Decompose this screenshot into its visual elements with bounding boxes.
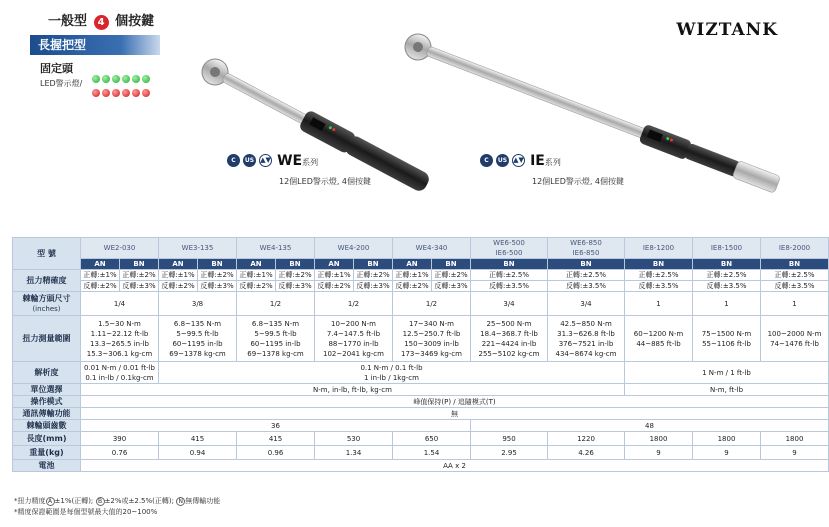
ie-model-name: IE bbox=[530, 153, 545, 169]
range-line: 150~3009 in-lb bbox=[404, 339, 459, 348]
we-model-name: WE bbox=[277, 153, 303, 169]
square-cell: 3/4 bbox=[548, 292, 625, 316]
accuracy-cell: 正轉:±2% bbox=[276, 270, 315, 281]
model-cell: IE8-1500 bbox=[693, 238, 761, 259]
row-header-length: 長度(mm) bbox=[13, 432, 81, 446]
teeth-row bbox=[13, 420, 829, 432]
range-cell bbox=[471, 316, 548, 362]
accuracy-cell: 反轉:±2% bbox=[315, 281, 354, 292]
ul-mark-icon: US bbox=[496, 154, 509, 167]
accuracy-cell: 反轉:±2% bbox=[237, 281, 276, 292]
range-line: 55~1106 ft-lb bbox=[702, 339, 751, 348]
variant-an: AN bbox=[315, 259, 354, 270]
length-cell: 390 bbox=[81, 432, 159, 446]
footnote-range: *精度保證範圍是每個型號最大值的20~100% bbox=[14, 508, 158, 516]
accuracy-cell: 正轉:±1% bbox=[81, 270, 120, 281]
row-header-square bbox=[13, 292, 81, 316]
footnote-accuracy bbox=[14, 496, 220, 507]
accuracy-cell: 正轉:±1% bbox=[237, 270, 276, 281]
range-cell bbox=[761, 316, 829, 362]
we-description: 12個LED警示燈, 4個按鍵 bbox=[279, 177, 372, 186]
resolution-row bbox=[13, 362, 829, 384]
model-cell bbox=[548, 238, 625, 259]
grip-type-label: 長握把型 bbox=[38, 38, 87, 52]
title-prefix: 一般型 bbox=[48, 14, 88, 29]
square-unit: (inches) bbox=[32, 304, 61, 313]
length-cell: 1800 bbox=[761, 432, 829, 446]
range-line: 17~340 N-m bbox=[409, 319, 454, 328]
length-cell: 415 bbox=[159, 432, 237, 446]
mode-row bbox=[13, 396, 829, 408]
variant-bn: BN bbox=[276, 259, 315, 270]
row-header-accuracy: 扭力精確度 bbox=[13, 270, 81, 292]
length-cell: 415 bbox=[237, 432, 315, 446]
range-line: 15.3~306.1 kg-cm bbox=[86, 349, 153, 358]
square-cell: 1 bbox=[693, 292, 761, 316]
accuracy-cell: 反轉:±3.5% bbox=[761, 281, 829, 292]
range-cell bbox=[159, 316, 237, 362]
accuracy-cell: 正轉:±2% bbox=[198, 270, 237, 281]
title-suffix: 個按鍵 bbox=[115, 14, 155, 29]
range-cell bbox=[237, 316, 315, 362]
variant-row bbox=[13, 259, 829, 270]
note-text: *扭力精度 bbox=[14, 497, 46, 505]
variant-bn: BN bbox=[432, 259, 471, 270]
range-line: 100~2000 N-m bbox=[767, 329, 822, 338]
brand-logo: WIZTANK bbox=[676, 20, 778, 40]
range-cell bbox=[81, 316, 159, 362]
comm-row bbox=[13, 408, 829, 420]
weight-cell: 4.26 bbox=[548, 446, 625, 460]
accuracy-cell: 正轉:±2.5% bbox=[693, 270, 761, 281]
resolution-line: 0.1 N-m / 0.1 ft-lb bbox=[360, 363, 423, 372]
accuracy-cell: 反轉:±2% bbox=[81, 281, 120, 292]
comm-cell: 無 bbox=[81, 408, 829, 420]
length-cell: 1220 bbox=[548, 432, 625, 446]
row-header-resolution: 解析度 bbox=[13, 362, 81, 384]
length-row bbox=[13, 432, 829, 446]
ce-mark-icon: C bbox=[480, 154, 493, 167]
note-text: 無傳輸功能 bbox=[185, 497, 221, 505]
ul-mark-icon: US bbox=[243, 154, 256, 167]
model-cell bbox=[471, 238, 548, 259]
square-cell: 1/2 bbox=[393, 292, 471, 316]
range-line: 60~1195 in-lb bbox=[250, 339, 301, 348]
range-line: 18.4~368.7 ft-lb bbox=[480, 329, 538, 338]
model-cell: WE3-135 bbox=[159, 238, 237, 259]
square-cell: 1 bbox=[761, 292, 829, 316]
row-header-mode: 操作模式 bbox=[13, 396, 81, 408]
range-line: 25~500 N-m bbox=[486, 319, 532, 328]
model-cell: IE8-1200 bbox=[625, 238, 693, 259]
square-cell: 3/8 bbox=[159, 292, 237, 316]
range-line: 173~3469 kg-cm bbox=[401, 349, 462, 358]
range-line: 60~1200 N-m bbox=[633, 329, 684, 338]
range-cell bbox=[315, 316, 393, 362]
model-cell: WE4-200 bbox=[315, 238, 393, 259]
accuracy-cell: 正轉:±1% bbox=[393, 270, 432, 281]
range-line: 6.8~135 N-m bbox=[251, 319, 300, 328]
resolution-line: 0.01 N-m / 0.01 ft-lb bbox=[83, 363, 155, 372]
row-header-range: 扭力測量範圍 bbox=[13, 316, 81, 362]
accuracy-cell: 正轉:±2% bbox=[354, 270, 393, 281]
variant-bn: BN bbox=[120, 259, 159, 270]
grade-a-mark: A bbox=[46, 497, 55, 506]
variant-bn: BN bbox=[625, 259, 693, 270]
range-line: 60~1195 in-lb bbox=[172, 339, 223, 348]
model-line: WE6-500 bbox=[493, 239, 525, 247]
weight-cell: 0.94 bbox=[159, 446, 237, 460]
resolution-line: 1 in-lb / 1kg-cm bbox=[364, 373, 419, 382]
square-label: 棘輪方頭尺寸 bbox=[22, 293, 71, 303]
up-down-buttons-icon: ▲▼ bbox=[512, 154, 525, 167]
range-line: 12.5~250.7 ft-lb bbox=[402, 329, 461, 338]
variant-an: AN bbox=[237, 259, 276, 270]
model-cell: WE2-030 bbox=[81, 238, 159, 259]
grade-n-mark: N bbox=[176, 497, 185, 506]
length-cell: 530 bbox=[315, 432, 393, 446]
accuracy-row-1 bbox=[13, 270, 829, 281]
battery-row bbox=[13, 460, 829, 472]
range-line: 255~5102 kg-cm bbox=[478, 349, 540, 358]
range-line: 69~1378 kg-cm bbox=[169, 349, 226, 358]
range-line: 10~200 N-m bbox=[331, 319, 376, 328]
square-cell: 1/2 bbox=[315, 292, 393, 316]
accuracy-cell: 正轉:±2.5% bbox=[625, 270, 693, 281]
accuracy-cell: 反轉:±2% bbox=[159, 281, 198, 292]
range-line: 69~1378 kg-cm bbox=[247, 349, 304, 358]
we-series-suffix: 系列 bbox=[302, 158, 319, 167]
range-line: 13.3~265.5 in-lb bbox=[89, 339, 149, 348]
accuracy-cell: 正轉:±2.5% bbox=[548, 270, 625, 281]
variant-bn: BN bbox=[761, 259, 829, 270]
model-line: WE6-850 bbox=[570, 239, 602, 247]
range-line: 75~1500 N-m bbox=[701, 329, 752, 338]
ie-description: 12個LED警示燈, 4個按鍵 bbox=[532, 177, 625, 186]
units-cell: N-m, in-lb, ft-lb, kg-cm bbox=[81, 384, 625, 396]
accuracy-cell: 反轉:±3% bbox=[354, 281, 393, 292]
range-cell bbox=[393, 316, 471, 362]
range-line: 5~99.5 ft-lb bbox=[254, 329, 297, 338]
variant-bn: BN bbox=[354, 259, 393, 270]
accuracy-cell: 反轉:±3.5% bbox=[625, 281, 693, 292]
row-header-units: 單位選擇 bbox=[13, 384, 81, 396]
row-header-weight: 重量(kg) bbox=[13, 446, 81, 460]
teeth-cell: 36 bbox=[81, 420, 471, 432]
weight-cell: 9 bbox=[625, 446, 693, 460]
length-cell: 650 bbox=[393, 432, 471, 446]
ie-series-suffix: 系列 bbox=[544, 158, 561, 167]
range-line: 102~2041 kg-cm bbox=[323, 349, 384, 358]
weight-cell: 9 bbox=[693, 446, 761, 460]
footnotes bbox=[14, 496, 220, 518]
range-line: 376~7521 in-lb bbox=[558, 339, 614, 348]
weight-cell: 0.96 bbox=[237, 446, 315, 460]
accuracy-cell: 反轉:±2% bbox=[393, 281, 432, 292]
mode-cell: 峰值保持(P) / 追隨模式(T) bbox=[81, 396, 829, 408]
range-line: 434~8674 kg-cm bbox=[555, 349, 617, 358]
accuracy-cell: 反轉:±3.5% bbox=[693, 281, 761, 292]
range-row bbox=[13, 316, 829, 362]
model-line: IE6-500 bbox=[495, 249, 523, 257]
led-label: LED警示燈/ bbox=[40, 79, 83, 88]
accuracy-cell: 正轉:±2.5% bbox=[761, 270, 829, 281]
variant-an: AN bbox=[159, 259, 198, 270]
resolution-cell bbox=[159, 362, 625, 384]
weight-cell: 1.54 bbox=[393, 446, 471, 460]
accuracy-cell: 反轉:±3% bbox=[198, 281, 237, 292]
weight-cell: 9 bbox=[761, 446, 829, 460]
range-line: 5~99.5 ft-lb bbox=[176, 329, 219, 338]
range-line: 1.5~30 N-m bbox=[98, 319, 141, 328]
square-cell: 1/2 bbox=[237, 292, 315, 316]
specification-table bbox=[12, 237, 829, 472]
range-line: 6.8~135 N-m bbox=[173, 319, 222, 328]
model-cell: IE8-2000 bbox=[761, 238, 829, 259]
teeth-cell: 48 bbox=[471, 420, 829, 432]
accuracy-cell: 反轉:±3% bbox=[276, 281, 315, 292]
resolution-cell bbox=[81, 362, 159, 384]
variant-bn: BN bbox=[198, 259, 237, 270]
range-line: 1.11~22.12 ft-lb bbox=[90, 329, 149, 338]
battery-cell: AA x 2 bbox=[81, 460, 829, 472]
button-count-badge: 4 bbox=[94, 15, 109, 30]
note-text: ±1%(正轉); bbox=[54, 497, 94, 505]
we-series-caption bbox=[227, 150, 371, 188]
row-header-comm: 通訊傳輸功能 bbox=[13, 408, 81, 420]
variant-bn: BN bbox=[471, 259, 548, 270]
weight-cell: 0.76 bbox=[81, 446, 159, 460]
accuracy-cell: 反轉:±3.5% bbox=[471, 281, 548, 292]
row-header-battery: 電池 bbox=[13, 460, 81, 472]
length-cell: 950 bbox=[471, 432, 548, 446]
units-cell: N-m, ft-lb bbox=[625, 384, 829, 396]
model-cell: WE4-135 bbox=[237, 238, 315, 259]
variant-an: AN bbox=[393, 259, 432, 270]
resolution-cell: 1 N-m / 1 ft-lb bbox=[625, 362, 829, 384]
ce-mark-icon: C bbox=[227, 154, 240, 167]
length-cell: 1800 bbox=[625, 432, 693, 446]
product-images bbox=[0, 0, 800, 230]
square-cell: 3/4 bbox=[471, 292, 548, 316]
grade-b-mark: B bbox=[96, 497, 105, 506]
variant-bn: BN bbox=[693, 259, 761, 270]
up-down-buttons-icon: ▲▼ bbox=[259, 154, 272, 167]
range-cell bbox=[625, 316, 693, 362]
note-text: ±2%或±2.5%(正轉); bbox=[104, 497, 174, 505]
model-row bbox=[13, 238, 829, 259]
range-cell bbox=[548, 316, 625, 362]
row-header-model: 型 號 bbox=[13, 238, 81, 270]
square-cell: 1/4 bbox=[81, 292, 159, 316]
weight-cell: 1.34 bbox=[315, 446, 393, 460]
range-line: 44~885 ft-lb bbox=[636, 339, 681, 348]
variant-an: AN bbox=[81, 259, 120, 270]
accuracy-row-2 bbox=[13, 281, 829, 292]
accuracy-cell: 正轉:±1% bbox=[159, 270, 198, 281]
range-line: 74~1476 ft-lb bbox=[770, 339, 819, 348]
accuracy-cell: 正轉:±2.5% bbox=[471, 270, 548, 281]
range-cell bbox=[693, 316, 761, 362]
weight-cell: 2.95 bbox=[471, 446, 548, 460]
accuracy-cell: 反轉:±3% bbox=[120, 281, 159, 292]
weight-row bbox=[13, 446, 829, 460]
square-drive-row bbox=[13, 292, 829, 316]
length-cell: 1800 bbox=[693, 432, 761, 446]
range-line: 31.3~626.8 ft-lb bbox=[557, 329, 615, 338]
accuracy-cell: 正轉:±1% bbox=[315, 270, 354, 281]
ie-series-caption bbox=[480, 150, 624, 188]
accuracy-cell: 正轉:±2% bbox=[120, 270, 159, 281]
accuracy-cell: 正轉:±2% bbox=[432, 270, 471, 281]
accuracy-cell: 反轉:±3.5% bbox=[548, 281, 625, 292]
head-type-label: 固定頭 bbox=[40, 62, 73, 75]
variant-bn: BN bbox=[548, 259, 625, 270]
model-cell: WE4-340 bbox=[393, 238, 471, 259]
range-line: 7.4~147.5 ft-lb bbox=[326, 329, 381, 338]
range-line: 42.5~850 N-m bbox=[560, 319, 612, 328]
range-line: 88~1770 in-lb bbox=[328, 339, 379, 348]
accuracy-cell: 反轉:±3% bbox=[432, 281, 471, 292]
model-line: IE6-850 bbox=[572, 249, 600, 257]
square-cell: 1 bbox=[625, 292, 693, 316]
range-line: 221~4424 in-lb bbox=[481, 339, 537, 348]
resolution-line: 0.1 in-lb / 0.1kg-cm bbox=[85, 373, 154, 382]
row-header-teeth: 棘輪頭齒數 bbox=[13, 420, 81, 432]
units-row bbox=[13, 384, 829, 396]
